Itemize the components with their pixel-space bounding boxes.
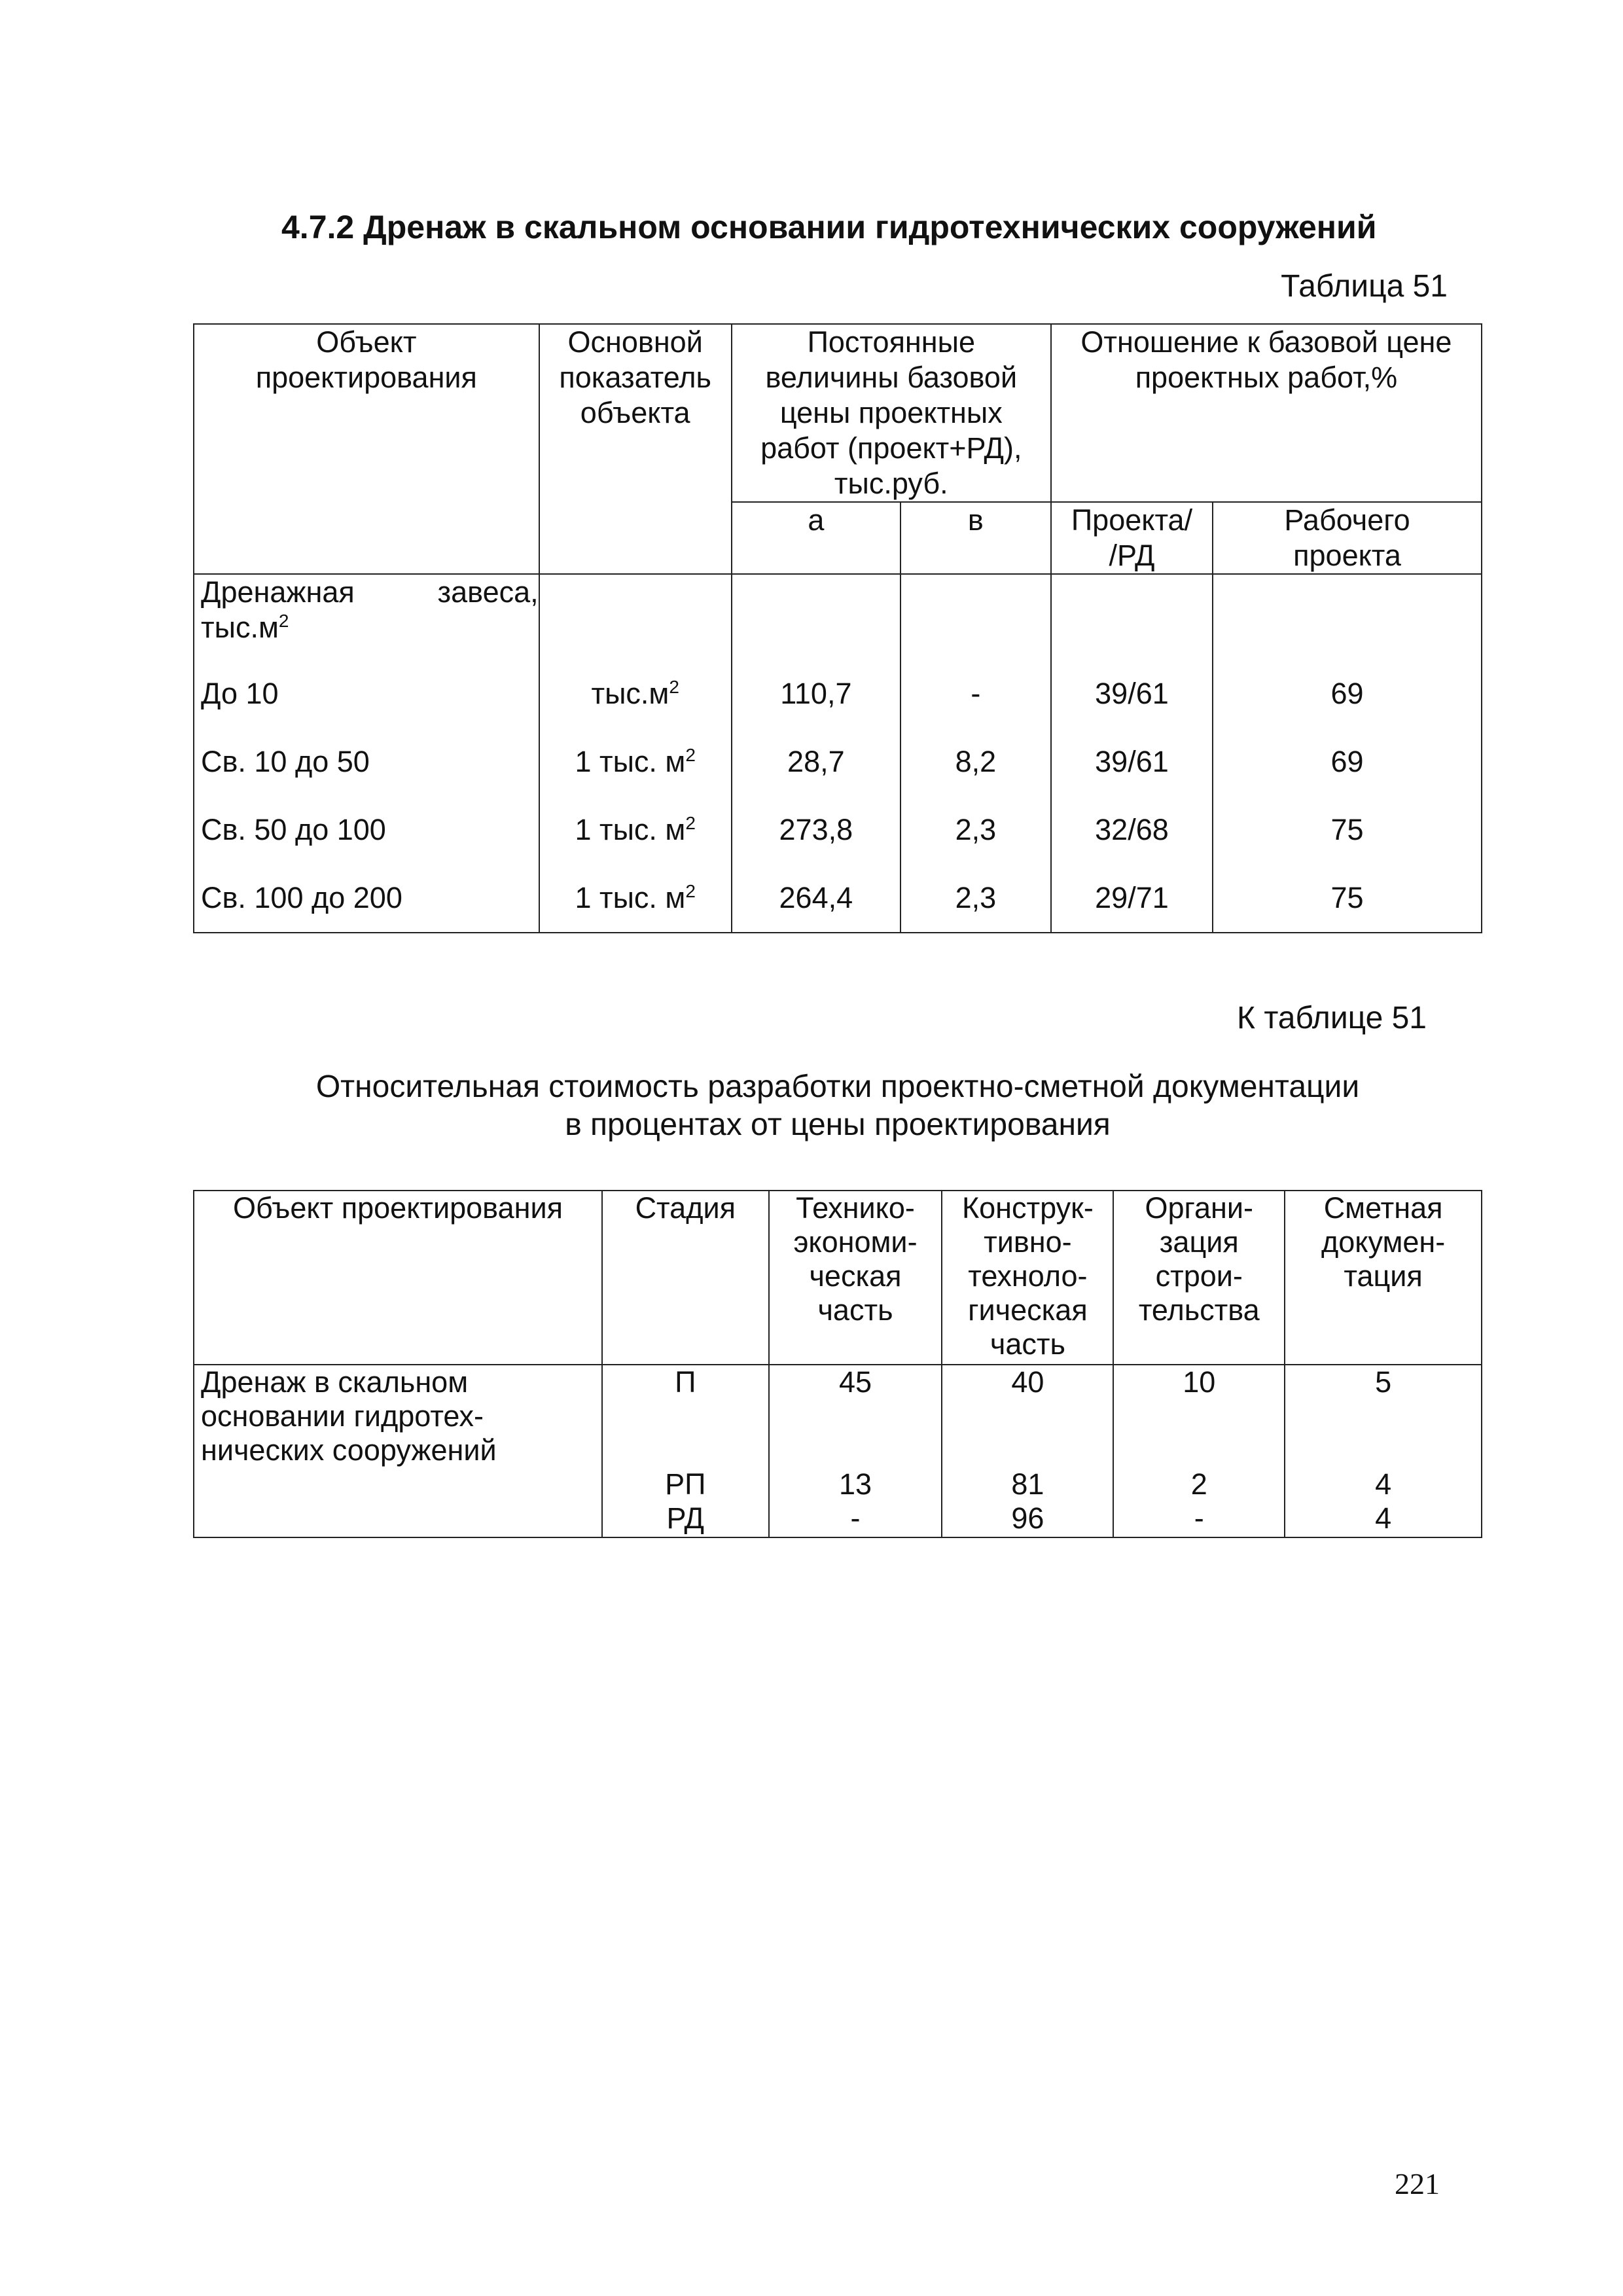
- table-row: [194, 728, 1482, 796]
- table-row: [194, 1365, 1482, 1467]
- t2-row-org: -: [1113, 1501, 1285, 1537]
- t2-header-org: Органи-зация строи-тельства: [1113, 1191, 1285, 1365]
- group-empty-4: [1051, 574, 1213, 660]
- row-working: 75: [1213, 864, 1482, 933]
- row-a: 273,8: [732, 796, 901, 864]
- row-ratio: 39/61: [1051, 728, 1213, 796]
- caption-line-1: Относительная стоимость разработки проектно-сметной документации: [315, 1069, 1360, 1104]
- row-unit: 1 тыс. $м^2$: [539, 728, 732, 796]
- t2-header-constr-tech: Конструк-тивно-техноло-гическая часть: [942, 1191, 1113, 1365]
- row-ratio: 39/61: [1051, 660, 1213, 728]
- row-name: Св. 10 до 50: [194, 728, 539, 796]
- row-a: 264,4: [732, 864, 901, 933]
- table-row: [194, 660, 1482, 728]
- caption: [196, 1068, 1479, 1144]
- table-label: Таблица 51: [1281, 269, 1448, 304]
- row-b: 8,2: [901, 728, 1051, 796]
- group-empty-5: [1213, 574, 1482, 660]
- t2-row-stage: РП: [602, 1467, 769, 1501]
- row-b: 2,3: [901, 864, 1051, 933]
- header-object-spacer: [194, 502, 539, 574]
- t2-row-org: 2: [1113, 1467, 1285, 1501]
- group-empty-2: [732, 574, 901, 660]
- relative-cost-table: [193, 1190, 1482, 1538]
- row-unit: 1 тыс. $м^2$: [539, 796, 732, 864]
- row-ratio: 29/71: [1051, 864, 1213, 933]
- row-b: 2,3: [901, 796, 1051, 864]
- table-row: [194, 796, 1482, 864]
- t2-row-estimate: 4: [1285, 1501, 1482, 1537]
- row-name: Св. 100 до 200: [194, 864, 539, 933]
- t2-row-constr-tech: 40: [942, 1365, 1113, 1467]
- row-working: 69: [1213, 728, 1482, 796]
- t2-row-tech-econ: 13: [769, 1467, 942, 1501]
- t2-header-stage: Стадия: [602, 1191, 769, 1365]
- table-reference: К таблице 51: [1237, 1001, 1427, 1035]
- t2-row-stage: РД: [602, 1501, 769, 1537]
- t2-row-tech-econ: 45: [769, 1365, 942, 1467]
- row-ratio: 32/68: [1051, 796, 1213, 864]
- caption-line-2: в процентах от цены проектирования: [565, 1107, 1111, 1142]
- t2-row-estimate: 4: [1285, 1467, 1482, 1501]
- t2-object-name: Дренаж в скальном основании гидротех-нических сооружений: [194, 1365, 602, 1537]
- header-ratio: Отношение к базовой цене проектных работ,%: [1051, 324, 1482, 502]
- group-empty-3: [901, 574, 1051, 660]
- t2-row-org: 10: [1113, 1365, 1285, 1467]
- page-number: 221: [1395, 2167, 1440, 2200]
- t2-row-tech-econ: -: [769, 1501, 942, 1537]
- row-a: 110,7: [732, 660, 901, 728]
- header-a: а: [732, 502, 901, 574]
- row-unit: 1 тыс. $м^2$: [539, 864, 732, 933]
- row-working: 69: [1213, 660, 1482, 728]
- row-b: -: [901, 660, 1051, 728]
- header-object: Объект проектирования: [194, 324, 539, 502]
- header-indicator: Основной показатель объекта: [539, 324, 732, 502]
- t2-row-stage: П: [602, 1365, 769, 1467]
- group-empty-1: [539, 574, 732, 660]
- header-project-rd: Проекта/ /РД: [1051, 502, 1213, 574]
- row-working: 75: [1213, 796, 1482, 864]
- section-title: 4.7.2 Дренаж в скальном основании гидротехнических сооружений: [281, 209, 1377, 245]
- t2-row-constr-tech: 96: [942, 1501, 1113, 1537]
- row-unit: $тыс.м^2$: [539, 660, 732, 728]
- t2-header-tech-econ: Технико-экономи-ческая часть: [769, 1191, 942, 1365]
- row-a: 28,7: [732, 728, 901, 796]
- t2-header-estimate: Сметная докумен-тация: [1285, 1191, 1482, 1365]
- table-51: [193, 323, 1482, 933]
- t2-header-object: Объект проектирования: [194, 1191, 602, 1365]
- group-label: Дренажная завеса, $тыс.м^2$: [194, 574, 539, 660]
- row-name: До 10: [194, 660, 539, 728]
- t2-row-constr-tech: 81: [942, 1467, 1113, 1501]
- header-b: в: [901, 502, 1051, 574]
- header-working: Рабочего проекта: [1213, 502, 1482, 574]
- header-constants: Постоянные величины базовой цены проектных работ (проект+РД), тыс.руб.: [732, 324, 1051, 502]
- t2-row-estimate: 5: [1285, 1365, 1482, 1467]
- header-indicator-spacer: [539, 502, 732, 574]
- table-row: [194, 864, 1482, 933]
- row-name: Св. 50 до 100: [194, 796, 539, 864]
